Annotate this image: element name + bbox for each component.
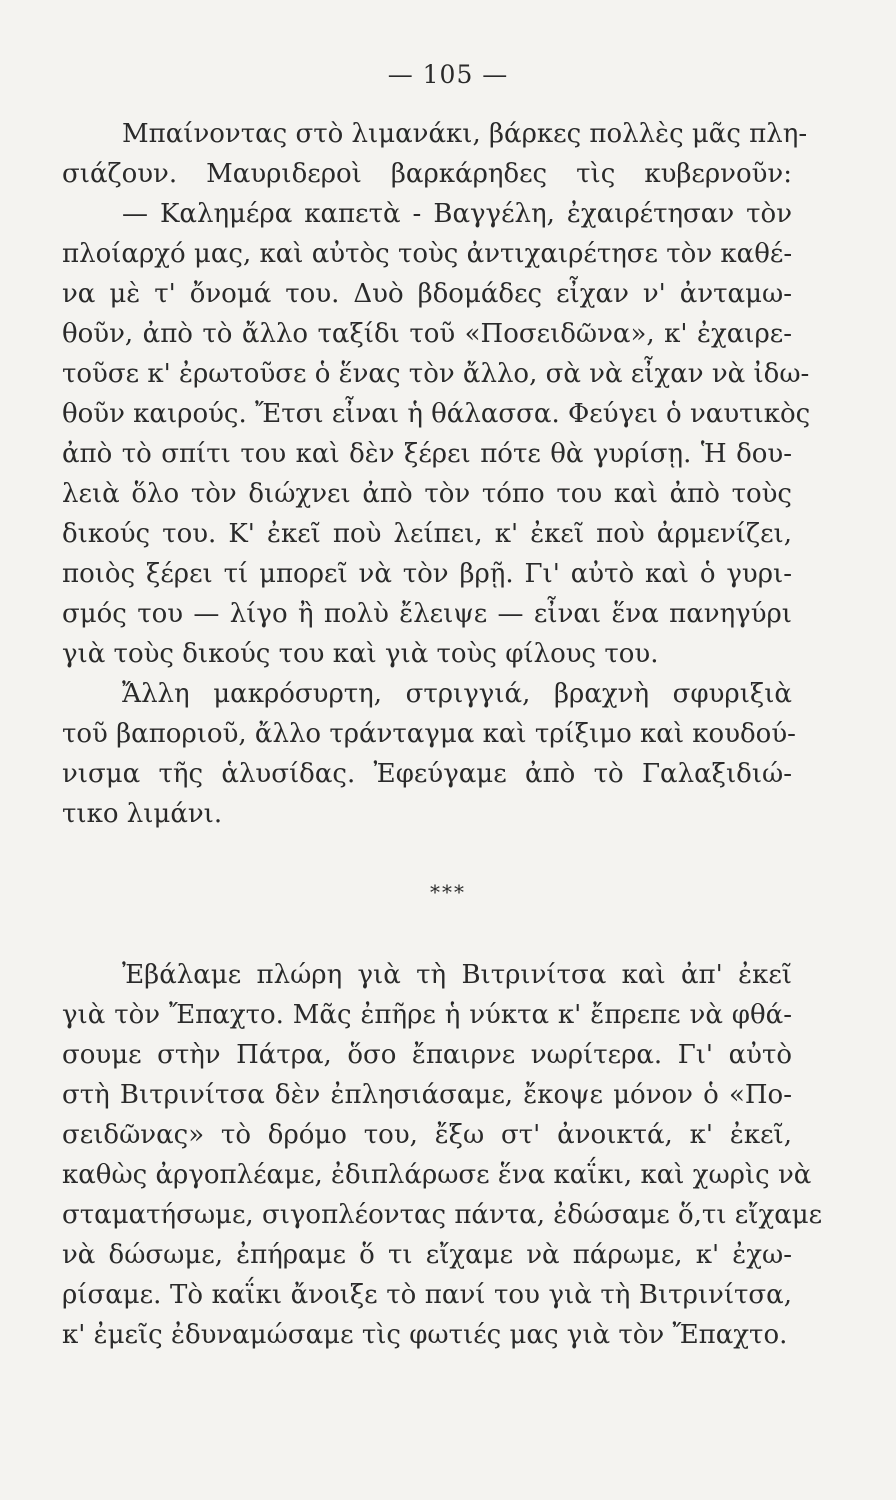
text-line: νὰ δώσωμε, ἐπήραμε ὅ τι εἴχαμε νὰ πάρωμε, κ' ἐχω-	[62, 1240, 792, 1270]
text-line: Ἐβάλαμε πλώρη γιὰ τὴ Βιτρινίτσα καὶ ἀπ' ἐκεῖ	[122, 960, 792, 990]
text-line: σειδῶνας» τὸ δρόμο του, ἔξω στ' ἀνοικτά, κ' ἐκεῖ,	[62, 1120, 792, 1150]
text-line: ρίσαμε. Τὸ καΐκι ἄνοιξε τὸ πανί του γιὰ τὴ Βιτρινίτσα,	[62, 1280, 792, 1310]
text-line: σμός του — λίγο ἢ πολὺ ἔλειψε — εἶναι ἕνα πανηγύρι	[62, 599, 792, 629]
text-line: κ' ἐμεῖς ἐδυναμώσαμε τὶς φωτιές μας γιὰ τὸν Ἔπαχτο.	[62, 1320, 788, 1350]
text-line: — Καλημέρα καπετὰ - Βαγγέλη, ἐχαιρέτησαν τὸν	[122, 199, 792, 229]
text-line: λειὰ ὅλο τὸν διώχνει ἀπὸ τὸν τόπο του καὶ ἀπὸ τοὺς	[62, 479, 792, 509]
text-line: ποιὸς ξέρει τί μπορεῖ νὰ τὸν βρῇ. Γι' αὐτὸ καὶ ὁ γυρι-	[62, 559, 792, 589]
section-1-text	[62, 114, 811, 834]
text-line: νισμα τῆς ἁλυσίδας. Ἐφεύγαμε ἀπὸ τὸ Γαλαξιδιώ-	[62, 759, 792, 789]
text-line: γιὰ τὸν Ἔπαχτο. Μᾶς ἐπῆρε ἡ νύκτα κ' ἔπρεπε νὰ φθά-	[62, 1000, 792, 1030]
text-line: τοῦσε κ' ἐρωτοῦσε ὁ ἕνας τὸν ἄλλο, σὰ νὰ εἶχαν νὰ ἰδω-	[62, 359, 810, 389]
text-line: τικο λιμάνι.	[62, 799, 223, 829]
text-line: θοῦν, ἀπὸ τὸ ἄλλο ταξίδι τοῦ «Ποσειδῶνα», κ' ἐχαιρε-	[62, 319, 792, 349]
text-line: ἀπὸ τὸ σπίτι του καὶ δὲν ξέρει πότε θὰ γυρίσῃ. Ἡ δου-	[62, 439, 792, 469]
text-line: Ἄλλη μακρόσυρτη, στριγγιά, βραχνὴ σφυριξιὰ	[122, 679, 792, 709]
text-line: γιὰ τοὺς δικούς του καὶ γιὰ τοὺς φίλους του.	[62, 639, 659, 669]
text-line: στὴ Βιτρινίτσα δὲν ἐπλησιάσαμε, ἔκοψε μόνον ὁ «Πο-	[62, 1080, 792, 1110]
text-line: σιάζουν. Μαυριδεροὶ βαρκάρηδες τὶς κυβερνοῦν:	[62, 159, 792, 189]
text-line: Μπαίνοντας στὸ λιμανάκι, βάρκες πολλὲς μᾶς πλη-	[122, 119, 808, 149]
text-line: δικούς του. Κ' ἐκεῖ ποὺ λείπει, κ' ἐκεῖ ποὺ ἀρμενίζει,	[62, 519, 792, 549]
text-line: καθὼς ἀργοπλέαμε, ἐδιπλάρωσε ἕνα καΐκι, καὶ χωρὶς νὰ	[62, 1160, 812, 1190]
text-line: σταματήσωμε, σιγοπλέοντας πάντα, ἐδώσαμε ὅ,τι εἴχαμε	[62, 1200, 823, 1230]
text-line: σουμε στὴν Πάτρα, ὅσο ἔπαιρνε νωρίτερα. Γι' αὐτὸ	[62, 1040, 792, 1070]
text-line: πλοίαρχό μας, καὶ αὐτὸς τοὺς ἀντιχαιρέτησε τὸν καθέ-	[62, 239, 793, 269]
section-2-text	[62, 955, 823, 1355]
page-number: — 105 —	[387, 60, 509, 89]
text-line: θοῦν καιρούς. Ἔτσι εἶναι ἡ θάλασσα. Φεύγει ὁ ναυτικὸς	[62, 399, 811, 429]
section-separator: ***	[430, 880, 466, 904]
text-line: να μὲ τ' ὄνομά του. Δυὸ βδομάδες εἶχαν ν' ἀνταμω-	[62, 279, 792, 309]
text-line: τοῦ βαποριοῦ, ἄλλο τράνταγμα καὶ τρίξιμο καὶ κουδού-	[62, 719, 796, 749]
